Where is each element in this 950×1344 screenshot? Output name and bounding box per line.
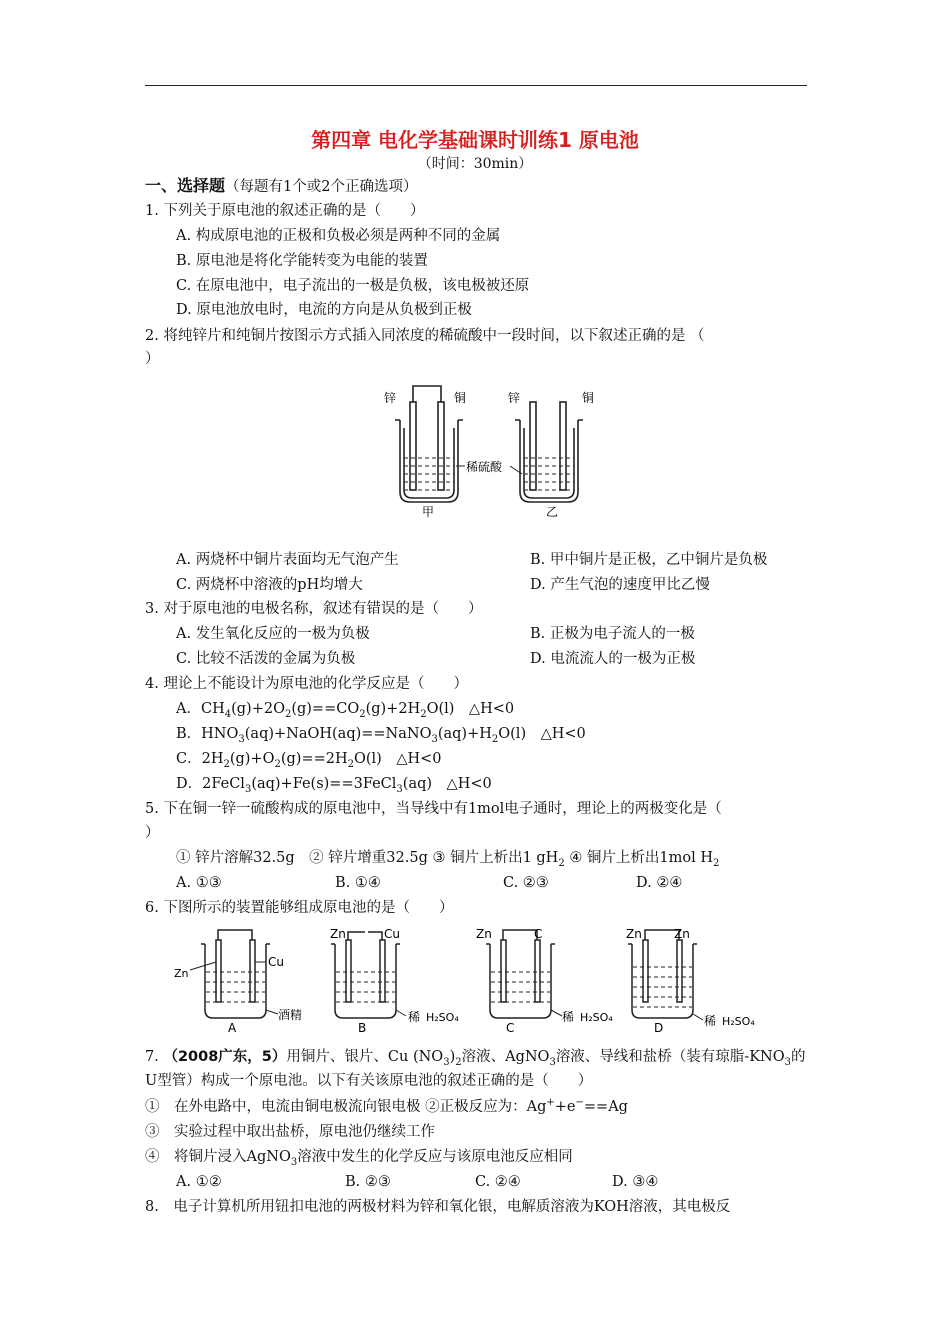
q6-label-c: C [506, 1021, 515, 1035]
q8-stem: 8. 电子计算机所用钮扣电池的两极材料为锌和氧化银，电解质溶液为KOH溶液，其电极反 [145, 1199, 731, 1215]
q6-label-d: D [654, 1021, 664, 1035]
q1-option-b: B. 原电池是将化学能转变为电能的装置 [176, 253, 428, 269]
q5-option-c: C. ②③ [503, 875, 549, 891]
q2-label-zn-right: 锌 [508, 391, 521, 405]
q1-option-c: C. 在原电池中，电子流出的一极是负极，该电极被还原 [176, 278, 530, 294]
q3-option-d: D. 电流流人的一极为正极 [530, 651, 696, 667]
q6-c-zn: Zn [476, 927, 492, 941]
q7-option-d: D. ③④ [612, 1174, 659, 1190]
q1-stem: 1. 下列关于原电池的叙述正确的是（ ） [145, 203, 425, 219]
q1-option-a: A. 构成原电池的正极和负极必须是两种不同的金属 [176, 228, 501, 244]
q2-figure [370, 380, 610, 520]
q6-a-ethanol: 酒精 [278, 1008, 303, 1022]
q6-b-h2so4: H₂SO₄ [426, 1011, 459, 1024]
q2-label-jia: 甲 [422, 505, 435, 519]
q2-label-acid: 稀硫酸 [466, 460, 503, 474]
q7-option-a: A. ①② [176, 1174, 222, 1190]
q6-label-b: B [358, 1021, 367, 1035]
q2-stem-end: ） [145, 351, 160, 367]
q6-b-dilute: 稀 [408, 1010, 421, 1024]
q6-d-zn-right: Zn [674, 927, 690, 941]
q3-stem: 3. 对于原电池的电极名称，叙述有错误的是（ ） [145, 601, 483, 617]
q1-option-d: D. 原电池放电时，电流的方向是从负极到正极 [176, 302, 472, 318]
q2-label-zn-left: 锌 [384, 391, 397, 405]
q6-a-zn: Zn [174, 967, 189, 980]
q5-items: ① 锌片溶解32.5g ② 锌片增重32.5g ③ 铜片上析出1 $gH_2$ ④ 铜片上析出1mol $H_2$ [176, 850, 720, 869]
q4-option-d: D．2FeCl$_3$(aq)+Fe(s)==3FeCl$_3$(aq) △H<0 [176, 776, 492, 795]
q2-option-d: D. 产生气泡的速度甲比乙慢 [530, 577, 710, 593]
q2-option-c: C. 两烧杯中溶液的pH均增大 [176, 577, 363, 593]
q7-option-c: C. ②④ [475, 1174, 521, 1190]
q6-d-dilute: 稀 [704, 1014, 717, 1028]
q2-option-b: B. 甲中铜片是正极，乙中铜片是负极 [530, 552, 768, 568]
q4-option-b: B．$HNO_3(aq)+NaOH(aq)==NaNO_3(aq)+H_2O(l)$ △H<0 [176, 726, 586, 745]
q7-option-b: B. ②③ [345, 1174, 391, 1190]
time-limit: （时间：30min） [417, 156, 533, 172]
q6-d-h2so4: H₂SO₄ [722, 1015, 755, 1028]
q2-stem: 2. 将纯锌片和纯铜片按图示方式插入同浓度的稀硫酸中一段时间，以下叙述正确的是 （ [145, 328, 705, 344]
q7-stem-2: U型管）构成一个原电池。以下有关该原电池的叙述正确的是（ ） [145, 1073, 593, 1089]
q4-option-c: C．$2H_2(g)+O_2(g)==2H_2O(l)$ △H<0 [176, 751, 442, 770]
q2-label-yi: 乙 [546, 505, 559, 519]
q5-option-a: A. ①③ [176, 875, 222, 891]
q3-option-b: B. 正极为电子流人的一极 [530, 626, 695, 642]
q5-option-b: B. ①④ [335, 875, 381, 891]
q6-c-c: C [534, 927, 543, 941]
q2-label-cu-right: 铜 [582, 391, 595, 405]
q4-stem: 4. 理论上不能设计为原电池的化学反应是（ ） [145, 676, 468, 692]
q2-option-a: A. 两烧杯中铜片表面均无气泡产生 [176, 552, 399, 568]
q7-statement-3: ③ 实验过程中取出盐桥，原电池仍继续工作 [145, 1124, 435, 1140]
q4-option-a: A．$CH_4(g)+2O_2(g)==CO_2(g)+2H_2O(l)$ △H<0 [176, 701, 515, 720]
page-title: 第四章 电化学基础课时训练1 原电池 [311, 128, 639, 152]
q6-label-a: A [228, 1021, 237, 1035]
q6-stem: 6. 下图所示的装置能够组成原电池的是（ ） [145, 900, 454, 916]
q6-b-zn: Zn [330, 927, 346, 941]
q5-stem-end: ） [145, 825, 160, 841]
top-rule [145, 85, 807, 86]
q6-c-h2so4: H₂SO₄ [580, 1011, 613, 1024]
q6-a-cu: Cu [268, 955, 284, 969]
q3-option-a: A. 发生氧化反应的一极为负极 [176, 626, 370, 642]
q5-stem: 5. 下在铜一锌一硫酸构成的原电池中，当导线中有1mol电子通时，理论上的两极变化是（ [145, 801, 722, 817]
q7-statement-1-2: ① 在外电路中，电流由铜电极流向银电极 ②正极反应为：Ag++e−==Ag [145, 1097, 628, 1115]
q7-stem: 7. （2008广东，5）用铜片、银片、Cu $(NO_3)_2$溶液、AgNO$_3$溶液、导线和盐桥（装有琼脂$-KNO_3$的 [145, 1049, 806, 1068]
q5-option-d: D. ②④ [636, 875, 683, 891]
q6-c-dilute: 稀 [562, 1010, 575, 1024]
q3-option-c: C. 比较不活泼的金属为负极 [176, 651, 356, 667]
q6-d-zn-left: Zn [626, 927, 642, 941]
q2-label-cu-left: 铜 [454, 391, 467, 405]
q6-b-cu: Cu [384, 927, 400, 941]
q7-statement-4: ④ 将铜片浸入AgNO$_3$溶液中发生的化学反应与该原电池反应相同 [145, 1149, 573, 1168]
section-heading: 一、选择题（每题有1个或2个正确选项） [145, 176, 418, 195]
q6-figure [170, 922, 770, 1037]
